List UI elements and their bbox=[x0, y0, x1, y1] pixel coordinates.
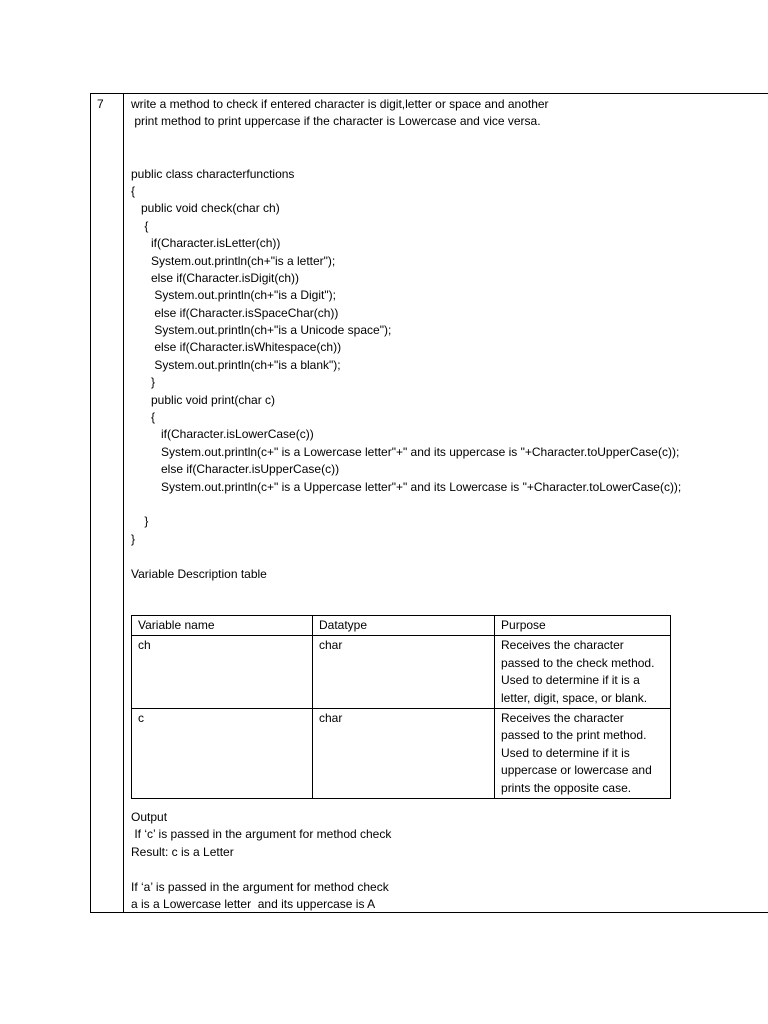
cell-purpose: Receives the character passed to the print method. Used to determine if it is uppercase or lowercase and prints the opposite case. bbox=[495, 709, 671, 799]
code-line bbox=[131, 496, 761, 513]
code-block bbox=[131, 166, 761, 549]
code-line: else if(Character.isDigit(ch)) bbox=[131, 270, 300, 285]
code-line: System.out.println(ch+"is a Unicode space"); bbox=[131, 323, 392, 338]
code-line: System.out.println(c+" is a Lowercase letter"+" and its uppercase is "+Character.toUpperCase(c)); bbox=[131, 444, 680, 459]
code-line: if(Character.isLowerCase(c)) bbox=[131, 427, 314, 442]
output-line bbox=[131, 861, 761, 878]
code-line: else if(Character.isWhitespace(ch)) bbox=[131, 340, 342, 355]
column-divider bbox=[123, 93, 124, 913]
variable-description-table bbox=[131, 615, 671, 799]
code-line: } bbox=[131, 531, 136, 546]
code-line: else if(Character.isSpaceChar(ch)) bbox=[131, 305, 339, 320]
cell-purpose: Receives the character passed to the check method. Used to determine if it is a letter, digit, space, or blank. bbox=[495, 636, 671, 709]
code-line: System.out.println(ch+"is a blank"); bbox=[131, 357, 341, 372]
question-line: print method to print uppercase if the character is Lowercase and vice versa. bbox=[131, 114, 541, 129]
cell-variable: c bbox=[132, 709, 313, 799]
answer-content bbox=[131, 96, 761, 583]
question-number: 7 bbox=[97, 97, 104, 111]
code-line: { bbox=[131, 218, 149, 233]
code-line: System.out.println(c+" is a Uppercase letter"+" and its Lowercase is "+Character.toLowerCase(c)); bbox=[131, 479, 682, 494]
table-row bbox=[132, 636, 671, 709]
code-line: { bbox=[131, 183, 136, 198]
code-line: public void check(char ch) bbox=[131, 201, 280, 216]
header-variable-name: Variable name bbox=[132, 616, 313, 636]
code-line: System.out.println(ch+"is a letter"); bbox=[131, 253, 336, 268]
output-line: If ‘c’ is passed in the argument for method check bbox=[131, 827, 392, 842]
code-line: } bbox=[131, 375, 156, 390]
table-caption: Variable Description table bbox=[131, 566, 267, 581]
code-line: if(Character.isLetter(ch)) bbox=[131, 236, 281, 251]
header-datatype: Datatype bbox=[313, 616, 495, 636]
code-line: } bbox=[131, 514, 149, 529]
question-line: write a method to check if entered character is digit,letter or space and another bbox=[131, 97, 549, 111]
code-line: else if(Character.isUpperCase(c)) bbox=[131, 462, 340, 477]
cell-variable: ch bbox=[132, 636, 313, 709]
table-header-row bbox=[132, 616, 671, 636]
output-line: a is a Lowercase letter and its uppercase is A bbox=[131, 896, 376, 911]
cell-datatype: char bbox=[313, 709, 495, 799]
output-section bbox=[131, 809, 761, 913]
code-line: { bbox=[131, 410, 156, 425]
output-line: If ‘a’ is passed in the argument for method check bbox=[131, 879, 389, 894]
cell-datatype: char bbox=[313, 636, 495, 709]
table-row bbox=[132, 709, 671, 799]
output-line: Result: c is a Letter bbox=[131, 844, 234, 859]
code-line: System.out.println(ch+"is a Digit"); bbox=[131, 288, 336, 303]
code-line: public class characterfunctions bbox=[131, 166, 295, 181]
output-line: Output bbox=[131, 810, 168, 824]
header-purpose: Purpose bbox=[495, 616, 671, 636]
code-line: public void print(char c) bbox=[131, 392, 276, 407]
